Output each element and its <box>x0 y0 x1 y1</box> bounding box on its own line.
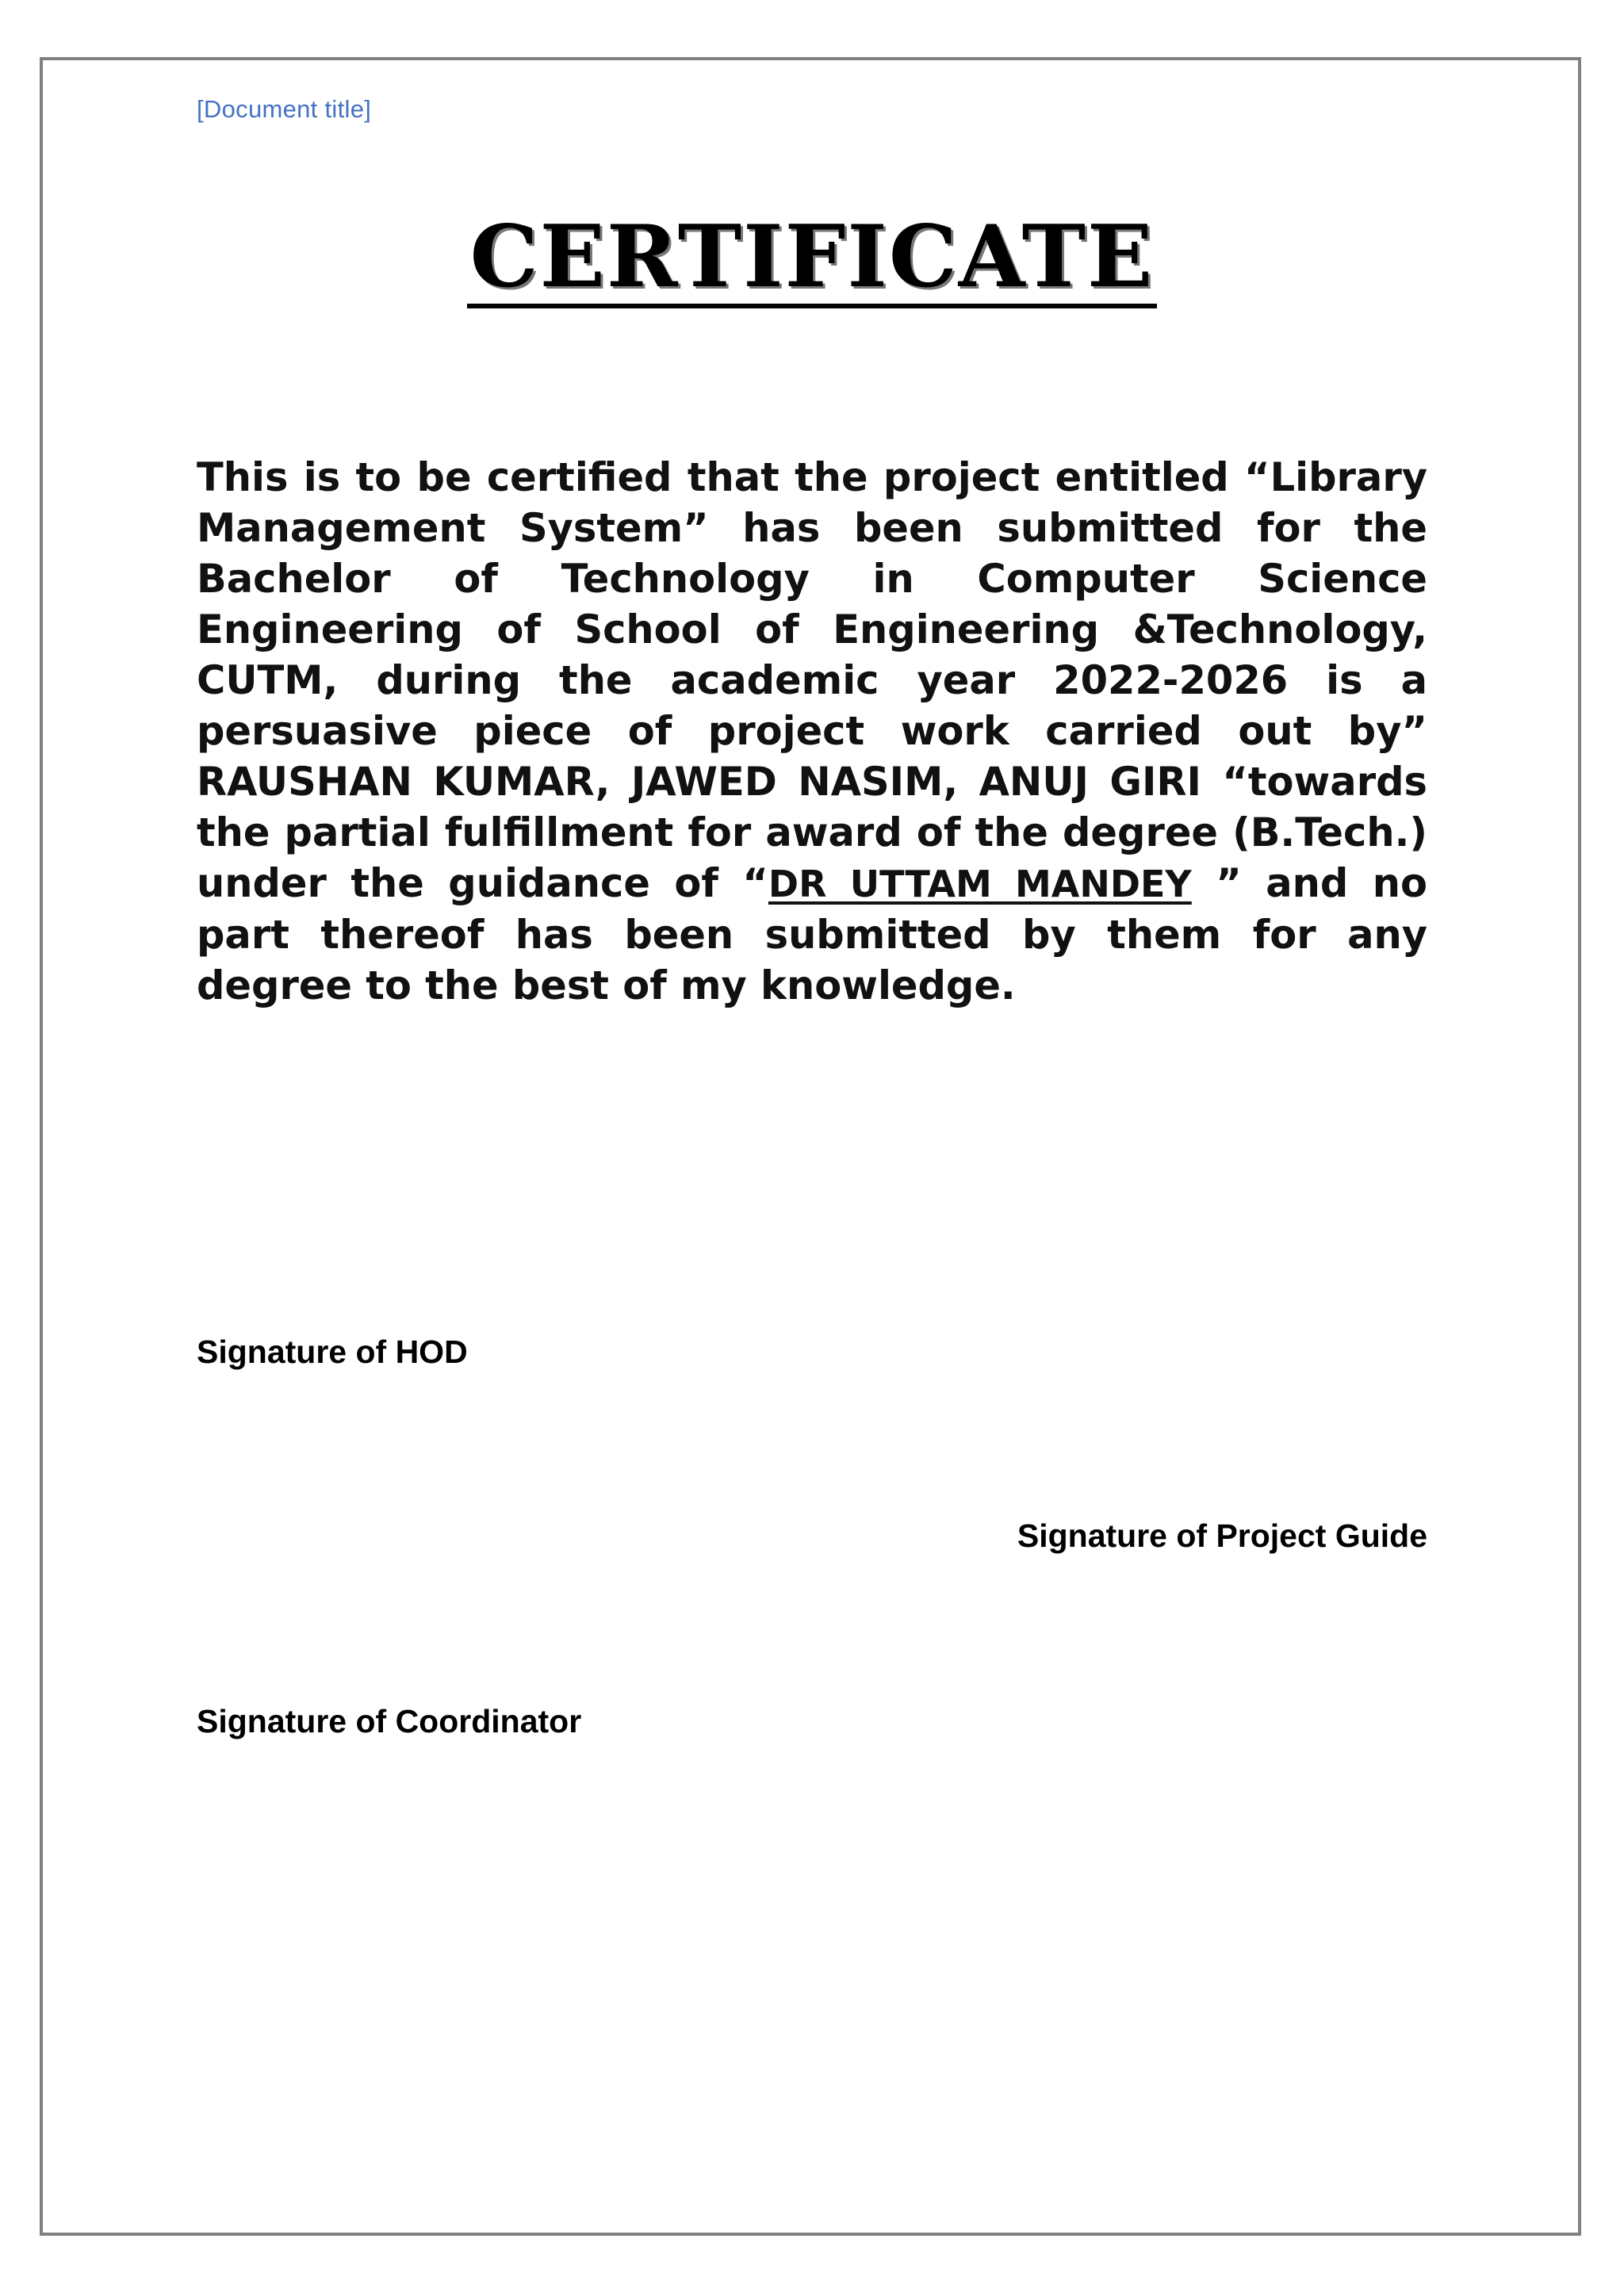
certificate-heading: CERTIFICATE <box>467 212 1158 308</box>
signature-hod: Signature of HOD <box>197 1334 468 1370</box>
guide-name: DR UTTAM MANDEY <box>768 863 1192 905</box>
document-title-placeholder[interactable]: [Document title] <box>197 95 372 123</box>
signature-project-guide: Signature of Project Guide <box>1017 1517 1427 1554</box>
body-text-before-guide: This is to be certified that the project entitled “Library Management System” has been submitted for the Bachelor of Technology in Computer Science Engineering of School of Engineering &Technology, CUTM, during the academic year 2022-2026 is a persuasive piece of project work carried out by” RAUSHAN KUMAR, JAWED NASIM, ANUJ GIRI “towards the partial fulfillment for award of the degree (B.Tech.) under the guidance of “ <box>197 454 1427 906</box>
certificate-body <box>197 452 1427 1011</box>
body-text-after-guide: ” and no part thereof has been submitted by them for any degree to the best of my knowledge. <box>197 860 1427 1008</box>
page-border <box>40 57 1581 2236</box>
certificate-heading-container <box>0 207 1624 308</box>
signature-coordinator: Signature of Coordinator <box>197 1703 582 1739</box>
